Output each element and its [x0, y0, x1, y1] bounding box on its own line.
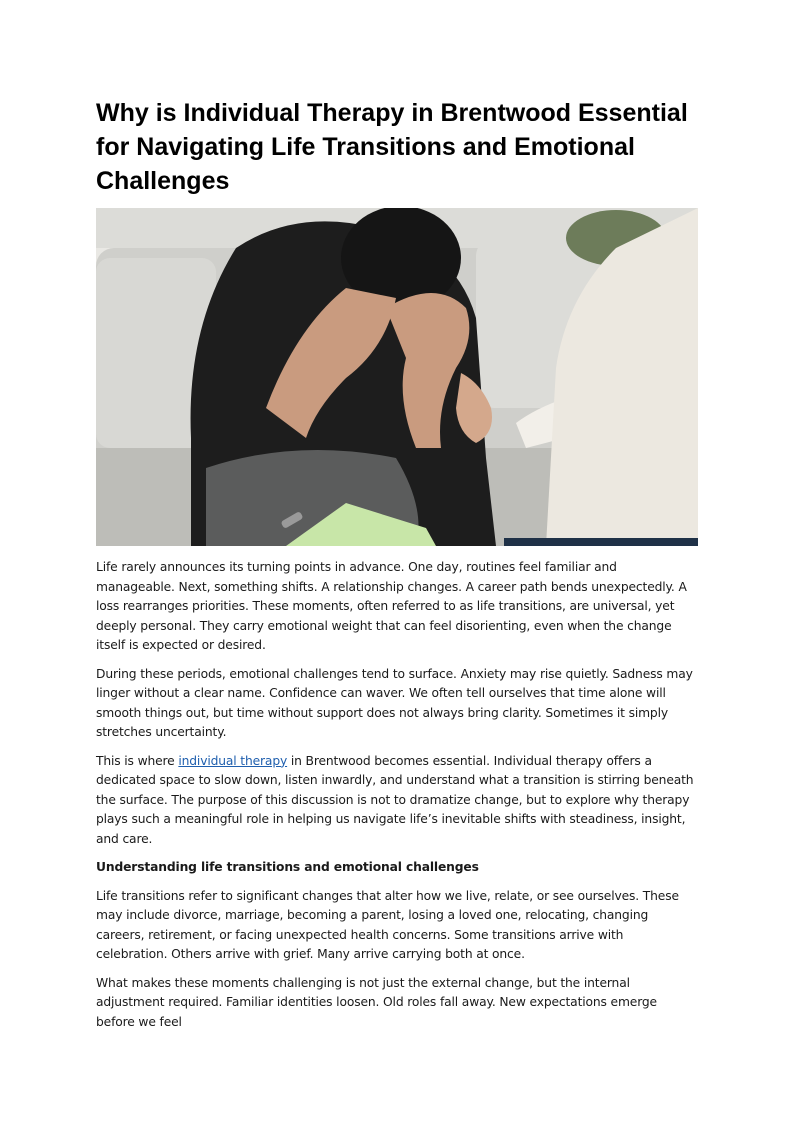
paragraph-3	[96, 752, 698, 850]
section-subheading: Understanding life transitions and emotional challenges	[96, 860, 479, 874]
paragraph-3-intro: This is where	[96, 753, 179, 768]
paragraph-4: Life transitions refer to significant changes that alter how we live, relate, or see ourselves. These may include divorce, marriage, becoming a parent, losing a loved one, relocating, changing careers, retirement, or facing unexpected health concerns. Some transitions arrive with celebration. Others arrive with grief. Many arrive carrying both at once.	[96, 888, 679, 961]
paragraph-5: What makes these moments challenging is not just the external change, but the internal adjustment required. Familiar identities loosen. Old roles fall away. New expectations emerge before we feel	[96, 975, 657, 1029]
individual-therapy-link[interactable]: individual therapy	[178, 753, 288, 768]
paragraph-1: Life rarely announces its turning points in advance. One day, routines feel familiar and manageable. Next, something shifts. A relationship changes. A career path bends unexpectedly. A loss rearranges priorities. These moments, often referred to as life transitions, are universal, yet deeply personal. They carry emotional weight that can feel disorienting, even when the change itself is expected or desired.	[96, 560, 687, 652]
paragraph-2: During these periods, emotional challenges tend to surface. Anxiety may rise quietly. Sadness may linger without a clear name. Confidence can waver. We often tell ourselves that time alone will smooth things out, but time without support does not always bring clarity. Sometimes it simply stretches uncertainty.	[96, 666, 693, 739]
article-title: Why is Individual Therapy in Brentwood Essential for Navigating Life Transitions and Emotional Challenges	[96, 99, 688, 195]
document-page	[96, 96, 698, 1041]
paragraph-3-rest: in Brentwood becomes essential. Individual therapy offers a dedicated space to slow down, listen inwardly, and understand what a transition is stirring beneath the surface. The purpose of this discussion is not to dramatize change, but to explore why therapy plays such a meaningful role in helping us navigate life’s inevitable shifts with steadiness, insight, and care.	[96, 753, 694, 846]
hero-image	[96, 208, 698, 546]
